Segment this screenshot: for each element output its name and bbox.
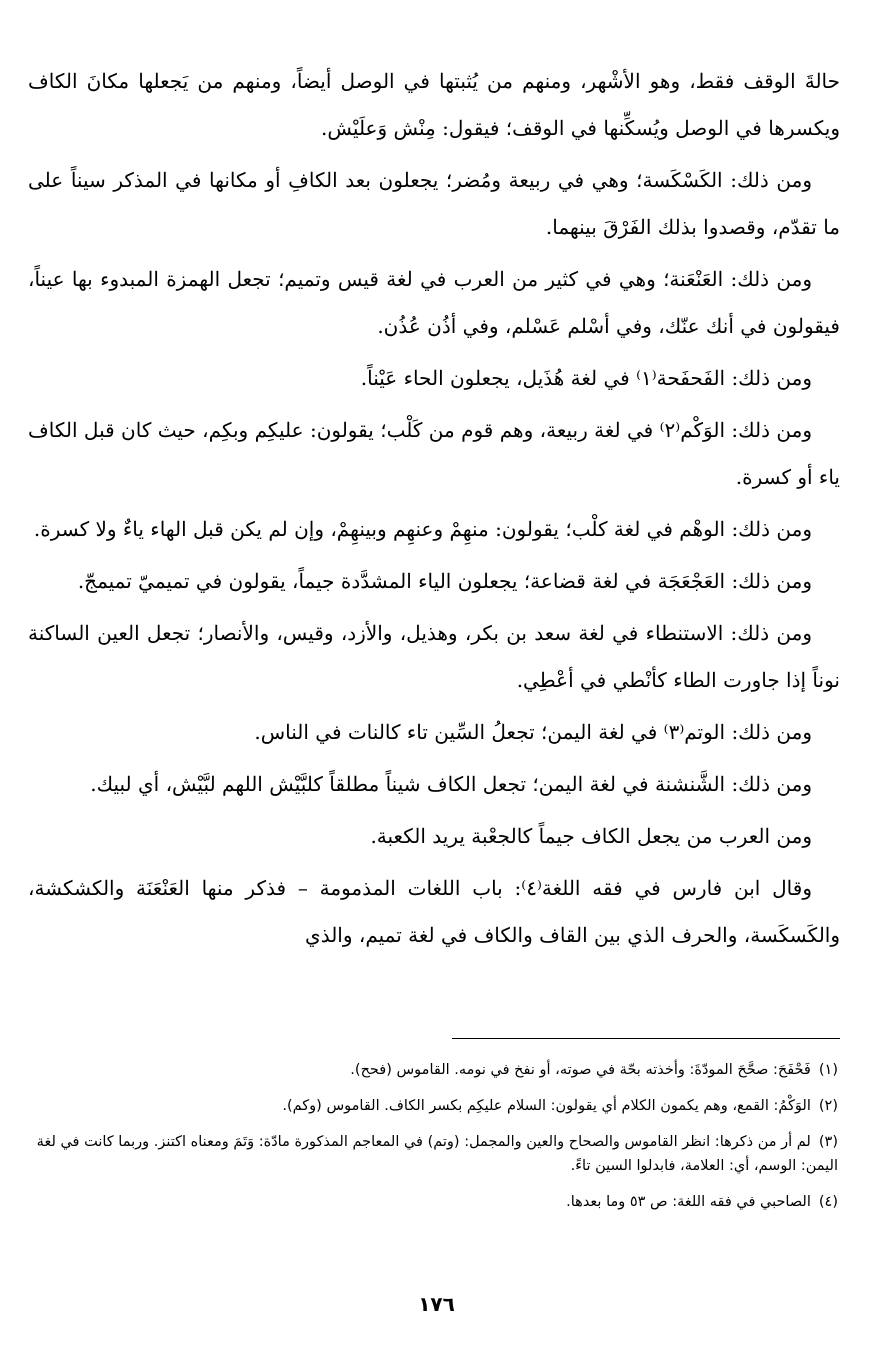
footnote-text: لم أر من ذكرها: انظر القاموس والصحاح والعين والمجمل: (وتم) في المعاجم المذكورة مادّة: وَتَمَ ومعناه اكتنز. وربما كانت في لغة اليمن: الوسم، أي: العلامة، فابدلوا السين تاءً.: [36, 1134, 838, 1174]
paragraph-10: ومن ذلك: الشَّنشنة في لغة اليمن؛ تجعل الكاف شيناً مطلقاً كلبَّيْش اللهم لبَّيْش، أي لبيك.: [90, 772, 812, 796]
footnote-4: [28, 1190, 838, 1214]
paragraph-11: ومن العرب من يجعل الكاف جيماً كالجعْبة يريد الكعبة.: [370, 824, 812, 848]
page-number: ١٧٦: [418, 1292, 455, 1316]
paragraph-7: ومن ذلك: العَجْعَجَة في لغة قضاعة؛ يجعلون الياء المشدَّدة جيماً، يقولون في تميميّ تميمجّ.: [77, 569, 812, 593]
paragraph-5: ومن ذلك: الوَكْم⁽٢⁾ في لغة ربيعة، وهم قوم من كَلْب؛ يقولون: عليكِم وبكِم، حيث كان قبل الكاف ياء أو كسرة.: [28, 418, 840, 489]
footnote-3: [28, 1130, 838, 1178]
paragraph-9: ومن ذلك: الوتم⁽٣⁾ في لغة اليمن؛ تجعلُ السِّين تاء كالنات في الناس.: [254, 720, 812, 744]
footnote-number: (٣): [818, 1134, 838, 1150]
main-text: [28, 58, 840, 964]
footnote-text: الوَكْمُ: القمع، وهم يكمون الكلام أي يقولون: السلام عليكِم بكسر الكاف. القاموس (وكم).: [282, 1098, 811, 1114]
footnote-text: الصاحبي في فقه اللغة: ص ٥٣ وما بعدها.: [566, 1194, 811, 1210]
paragraph-2: ومن ذلك: الكَسْكَسة؛ وهي في ربيعة ومُضر؛ يجعلون بعد الكافِ أو مكانها في المذكر سيناً على ما تقدّم، وقصدوا بذلك الفَرْقَ بينهما.: [28, 168, 840, 239]
footnote-divider: [452, 1038, 840, 1039]
paragraph-3: ومن ذلك: العَنْعَنة؛ وهي في كثير من العرب في لغة قيس وتميم؛ تجعل الهمزة المبدوء بها عيناً، فيقولون في أنك عنّك، وفي أسْلم عَسْلم، وفي أذُن عُذُن.: [28, 267, 840, 338]
footnotes: [28, 1058, 838, 1226]
paragraph-8: ومن ذلك: الاستنطاء في لغة سعد بن بكر، وهذيل، والأزد، وقيس، والأنصار؛ تجعل العين الساكنة نوناً إذا جاورت الطاء كأنْطي في أعْطِي.: [28, 621, 840, 692]
footnote-number: (٢): [818, 1098, 838, 1114]
paragraph-12: وقال ابن فارس في فقه اللغة⁽٤⁾: باب اللغات المذمومة – فذكر منها العَنْعَنَة والكشكشة، والكَسكَسة، والحرف الذي بين القاف والكاف في لغة تميم، والذي: [28, 876, 840, 947]
paragraph-4: ومن ذلك: الفَحفَحة⁽١⁾ في لغة هُذَيل، يجعلون الحاء عَيْناً.: [360, 366, 812, 390]
paragraph-1: حالةَ الوقف فقط، وهو الأشْهر، ومنهم من يُثبتها في الوصل أيضاً، ومنهم من يَجعلها مكانَ الكاف ويكسرها في الوصل ويُسكِّنها في الوقف؛ فيقول: مِنْش وَعلَيْش.: [28, 69, 840, 140]
footnote-1: [28, 1058, 838, 1082]
paragraph-6: ومن ذلك: الوهْم في لغة كلْب؛ يقولون: منهِمْ وعنهِم وبينهِمْ، وإن لم يكن قبل الهاء ياءٌ ولا كسرة.: [33, 517, 812, 541]
footnote-2: [28, 1094, 838, 1118]
footnote-number: (١): [818, 1062, 838, 1078]
footnote-text: فَحْفَحَ: صحَّحَ المودّةَ: وأخذته بحّة في صوته، أو نفخ في نومه. القاموس (فحح).: [350, 1062, 811, 1078]
footnote-number: (٤): [818, 1194, 838, 1210]
